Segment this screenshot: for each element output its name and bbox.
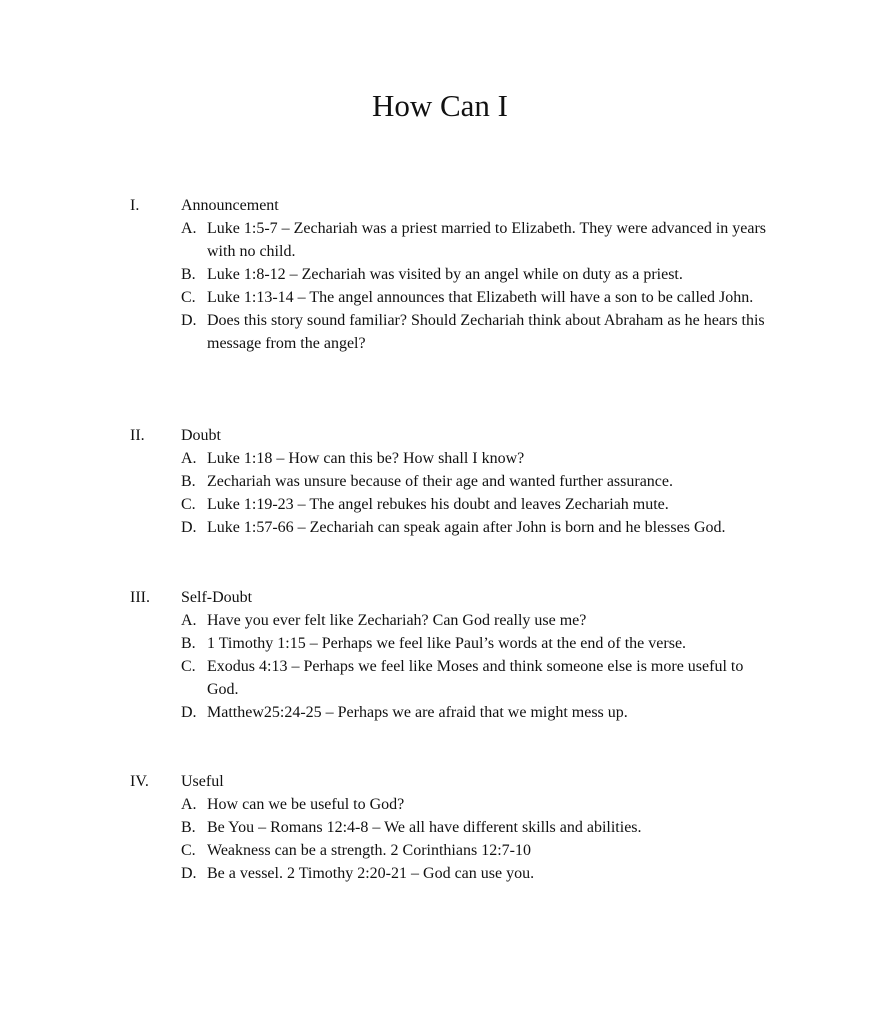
section-heading: Announcement [181, 197, 279, 214]
section-numeral: I. [130, 197, 140, 214]
outline-item [130, 609, 777, 632]
item-text: Luke 1:19-23 – The angel rebukes his doubt and leaves Zechariah mute. [207, 496, 669, 513]
outline-item [130, 793, 777, 816]
item-letter: C. [181, 658, 196, 675]
item-letter: B. [181, 266, 196, 283]
item-text: 1 Timothy 1:15 – Perhaps we feel like Paul’s words at the end of the verse. [207, 635, 687, 652]
item-text: Zechariah was unsure because of their age and wanted further assurance. [207, 473, 673, 490]
item-letter: A. [181, 450, 197, 467]
outline-item [130, 309, 777, 355]
item-letter: A. [181, 612, 197, 629]
outline-section-2 [130, 424, 790, 539]
item-letter: B. [181, 473, 196, 490]
item-letter: D. [181, 704, 197, 721]
item-letter: A. [181, 220, 197, 237]
outline-item [130, 470, 777, 493]
outline-section-3 [130, 586, 790, 724]
outline-item [130, 632, 777, 655]
section-numeral: IV. [130, 773, 149, 790]
item-letter: D. [181, 312, 197, 329]
item-letter: C. [181, 496, 196, 513]
section-heading: Useful [181, 773, 224, 790]
outline-section-1 [130, 194, 790, 355]
item-text: Weakness can be a strength. 2 Corinthians 12:7-10 [207, 842, 531, 859]
outline-item [130, 862, 777, 885]
outline-item [130, 701, 777, 724]
item-letter: B. [181, 635, 196, 652]
item-text: Exodus 4:13 – Perhaps we feel like Moses and think someone else is more useful to God. [207, 658, 744, 698]
item-text: Luke 1:13-14 – The angel announces that Elizabeth will have a son to be called John. [207, 289, 754, 306]
item-letter: C. [181, 842, 196, 859]
outline-item [130, 816, 777, 839]
item-letter: C. [181, 289, 196, 306]
outline-item [130, 447, 777, 470]
outline-item [130, 286, 777, 309]
item-letter: D. [181, 865, 197, 882]
item-text: Be You – Romans 12:4-8 – We all have different skills and abilities. [207, 819, 642, 836]
outline-item [130, 217, 777, 263]
outline-item [130, 655, 777, 701]
outline-item [130, 839, 777, 862]
item-text: Luke 1:5-7 – Zechariah was a priest married to Elizabeth. They were advanced in years with no child. [207, 220, 767, 260]
item-text: How can we be useful to God? [207, 796, 405, 813]
item-text: Matthew25:24-25 – Perhaps we are afraid that we might mess up. [207, 704, 628, 721]
section-numeral: III. [130, 589, 150, 606]
section-heading: Self-Doubt [181, 589, 253, 606]
item-letter: D. [181, 519, 197, 536]
item-letter: A. [181, 796, 197, 813]
item-text: Does this story sound familiar? Should Zechariah think about Abraham as he hears this message from the angel? [207, 312, 765, 352]
item-text: Luke 1:57-66 – Zechariah can speak again after John is born and he blesses God. [207, 519, 726, 536]
item-text: Have you ever felt like Zechariah? Can God really use me? [207, 612, 587, 629]
outline-item [130, 263, 777, 286]
section-numeral: II. [130, 427, 145, 444]
item-text: Be a vessel. 2 Timothy 2:20-21 – God can use you. [207, 865, 535, 882]
document-title: How Can I [371, 88, 509, 123]
outline-section-4 [130, 770, 790, 885]
section-heading: Doubt [181, 427, 221, 444]
outline-item [130, 493, 777, 516]
outline-item [130, 516, 777, 539]
item-text: Luke 1:8-12 – Zechariah was visited by an angel while on duty as a priest. [207, 266, 683, 283]
item-letter: B. [181, 819, 196, 836]
item-text: Luke 1:18 – How can this be? How shall I know? [207, 450, 525, 467]
